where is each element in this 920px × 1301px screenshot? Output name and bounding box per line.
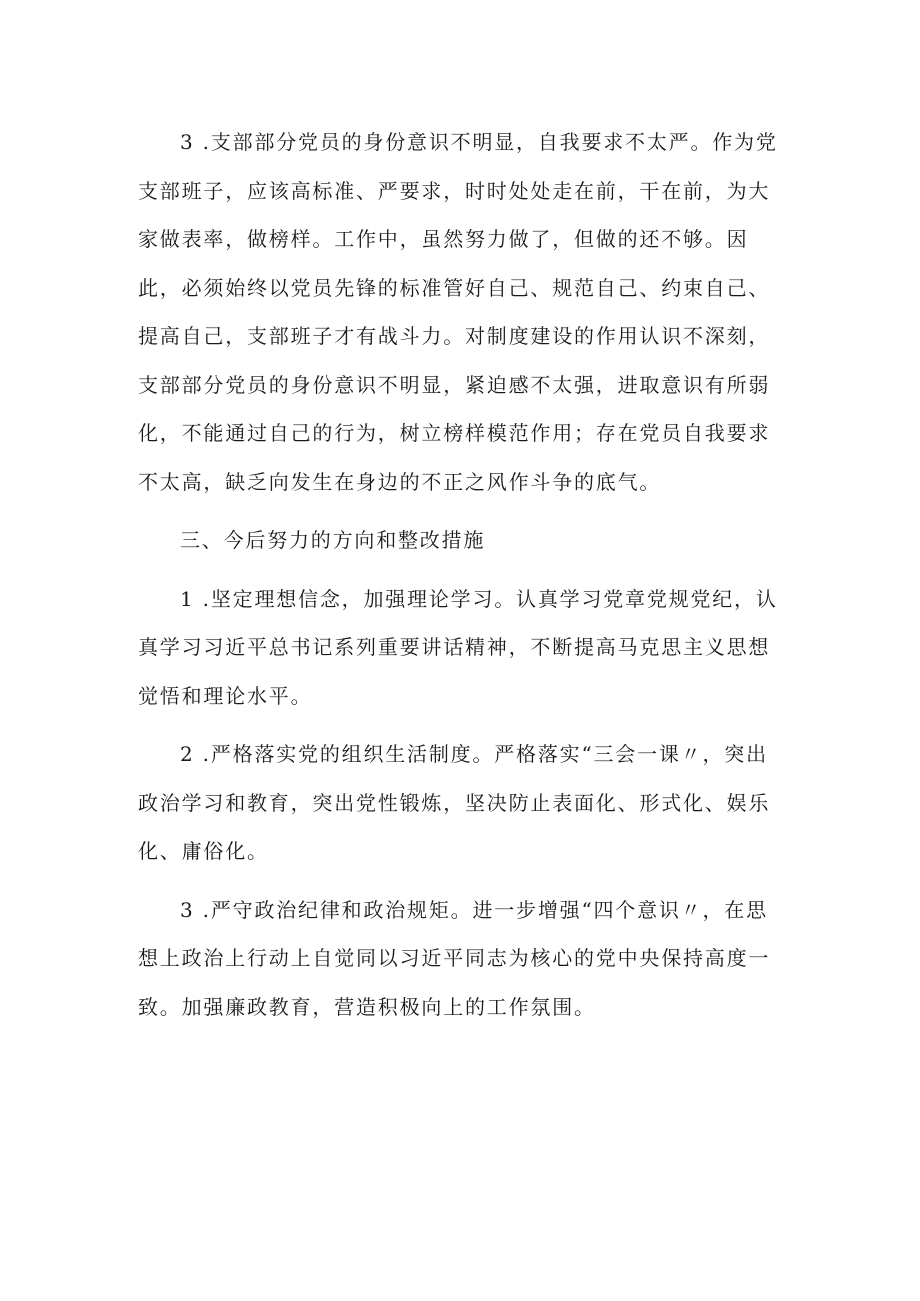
- paragraph-political-discipline: 3 .严守政治纪律和政治规矩。进一步增强“四个意识〃，在思想上政治上行动上自觉同以习近平同志为核心的党中央保持高度一致。加强廉政教育，营造积极向上的工作氛围。: [138, 897, 771, 1019]
- paragraph-ideals-belief: 1 .坚定理想信念，加强理论学习。认真学习党章党规党纪，认真学习习近平总书记系列重要讲话精神，不断提高马克思主义思想觉悟和理论水平。: [138, 586, 778, 708]
- document-body: [138, 118, 788, 1031]
- paragraph-organizational-life: 2 .严格落实党的组织生活制度。严格落实“三会一课〃，突出政治学习和教育，突出党性锻炼，坚决防止表面化、形式化、娱乐化、庸俗化。: [138, 742, 771, 863]
- section-heading-rectification: 三、今后努力的方向和整改措施: [180, 528, 486, 552]
- paragraph-identity-awareness: 3 .支部部分党员的身份意识不明显，自我要求不太严。作为党支部班子，应该高标准、严要求，时时处处走在前，干在前，为大家做表率，做榜样。工作中，虽然努力做了，但做的还不够。因此，必须始终以党员先锋的标准管好自己、规范自己、约束自己、提高自己，支部班子才有战斗力。对制度建设的作用认识不深刻，支部部分党员的身份意识不明显，紧迫感不太强，进取意识有所弱化，不能通过自己的行为，树立榜样模范作用；存在党员自我要求不太高，缺乏向发生在身边的不正之风作斗争的底气。: [138, 130, 778, 494]
